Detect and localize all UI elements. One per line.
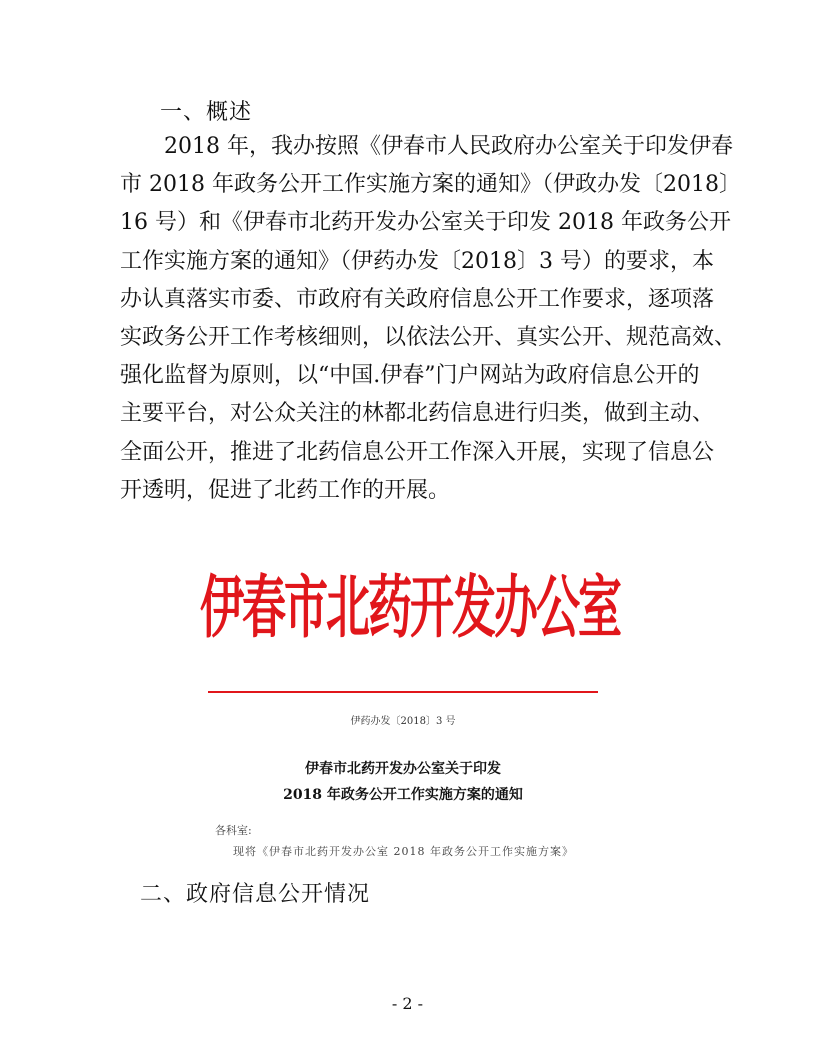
- overview-paragraph: [120, 128, 741, 510]
- paragraph-line: 主要平台，对公众关注的林都北药信息进行归类，做到主动、: [120, 401, 715, 427]
- page-number: - 2 -: [391, 994, 424, 1013]
- notice-title: [208, 756, 598, 808]
- issuer-masthead: 伊春市北药开发办公室: [200, 568, 620, 648]
- document-number: 伊药办发〔2018〕3 号: [350, 716, 456, 727]
- paragraph-line: 16 号）和《伊春市北药开发办公室关于印发 2018 年政务公开: [120, 210, 731, 236]
- paragraph-line: 办认真落实市委、市政府有关政府信息公开工作要求，逐项落: [120, 286, 715, 312]
- paragraph-line: 2018 年，我办按照《伊春市人民政府办公室关于印发伊春: [164, 134, 733, 159]
- paragraph-line: 开透明，促进了北药工作的开展。: [120, 477, 451, 503]
- notice-title-line-1: 伊春市北药开发办公室关于印发: [305, 761, 501, 777]
- paragraph-line: 工作实施方案的通知》（伊药办发〔2018〕3 号）的要求，本: [120, 248, 714, 274]
- masthead-red-rule: [208, 691, 598, 693]
- notice-body-snippet: 现将《伊春市北药开发办公室 2018 年政务公开工作实施方案》: [233, 845, 574, 858]
- section-heading-overview: 一、概述: [160, 100, 253, 125]
- notice-recipient: 各科室:: [215, 824, 252, 837]
- section-heading-gov-info: 二、政府信息公开情况: [140, 882, 371, 907]
- paragraph-line: 实政务公开工作考核细则，以依法公开、真实公开、规范高效、: [120, 325, 737, 351]
- paragraph-line: 市 2018 年政务公开工作实施方案的通知》（伊政办发〔2018〕: [120, 172, 741, 198]
- paragraph-line: 全面公开，推进了北药信息公开工作深入开展，实现了信息公: [120, 439, 715, 465]
- paragraph-line: 强化监督为原则，以“中国.伊春”门户网站为政府信息公开的: [120, 363, 700, 389]
- notice-title-line-2: 2018 年政务公开工作实施方案的通知: [283, 787, 523, 803]
